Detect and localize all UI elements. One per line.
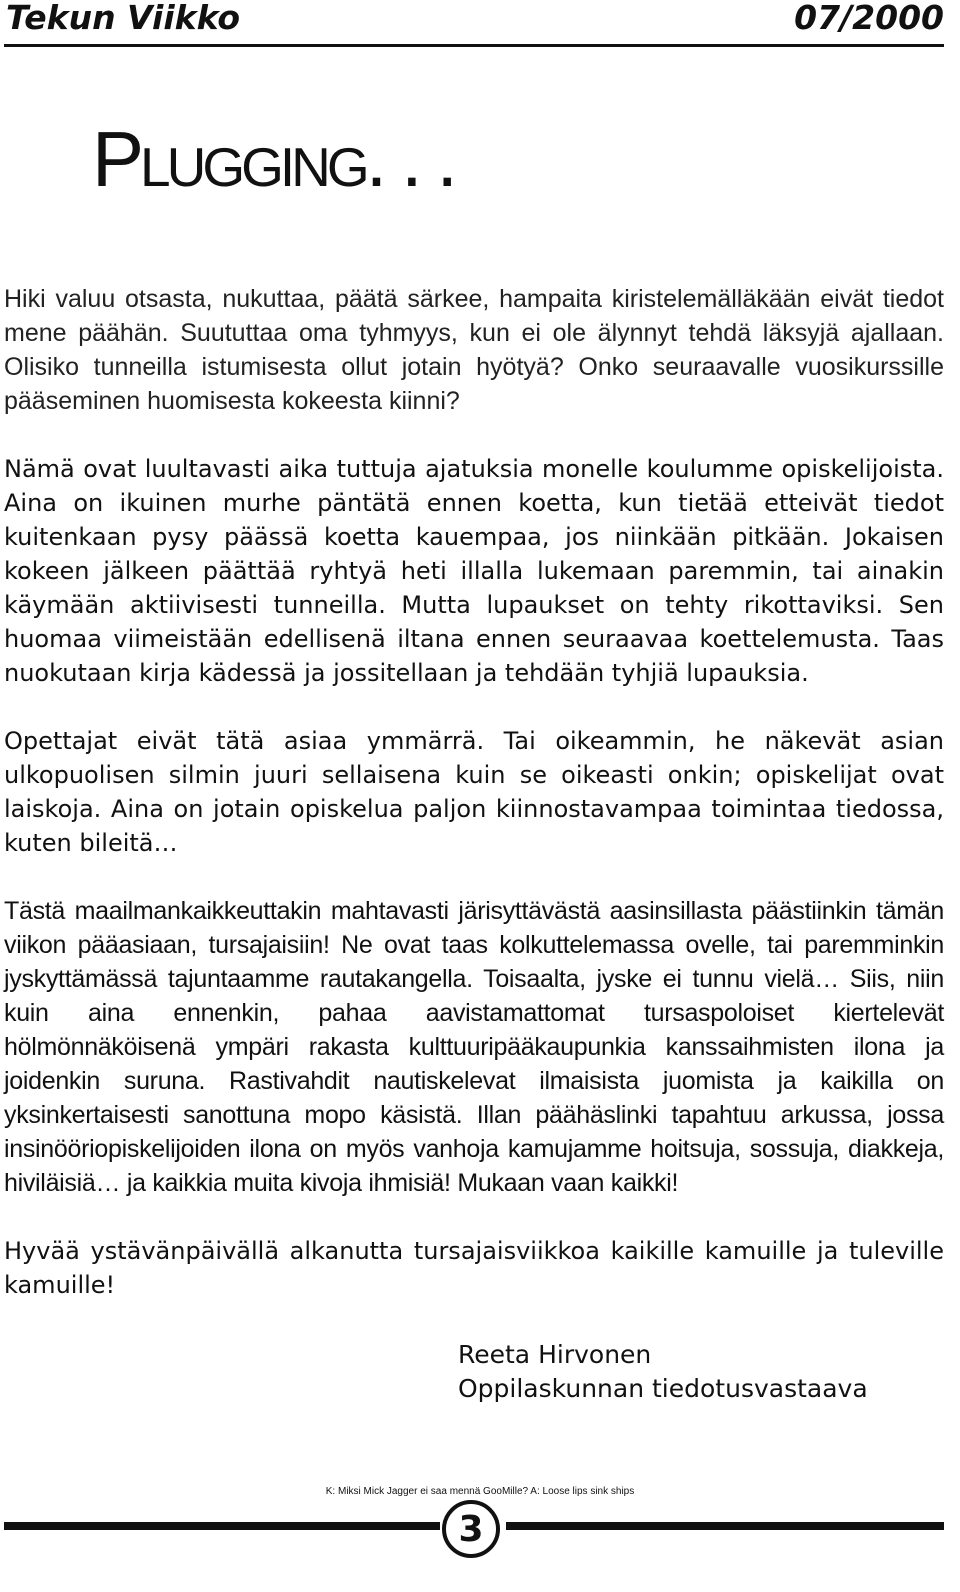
publication-name: Tekun Viikko	[6, 0, 241, 37]
author-role: Oppilaskunnan tiedotusvastaava	[458, 1374, 868, 1403]
page-number-badge	[442, 1500, 500, 1558]
page-number: 3	[458, 1508, 484, 1550]
paragraph-4: Tästä maailmankaikkeuttakin mahtavasti järisyttävästä aasinsillasta päästiinkin tämän viikon pääasiaan, tursajaisiin! Ne ovat taas kolkuttelemassa ovelle, tai paremminkin jyskyttämässä tajuntaamme rautakangella. Toisaalta, jyske ei tunnu vielä… Siis, niin kuin aina ennenkin, pahaa aavistamattomat tursaspoloiset kiertelevät hölmönnäköisenä ympäri rakasta kulttuuripääkaupunkia kanssaihmisten ilona ja joidenkin suruna. Rastivahdit nautiskelevat ilmaisista juomista ja kaikilla on yksinkertaisesti sanottuna mopo käsistä. Illan päähäslinki tapahtuu arkussa, jossa insinööriopiskelijoiden ilona on myös vanhoja kamujamme hoitsuja, sossuja, diakkeja, hiviläisiä… ja kaikkia muita kivoja ihmisiä! Mukaan vaan kaikki!	[4, 897, 944, 1197]
signature-block	[458, 1338, 868, 1406]
footer-note: K: Miksi Mick Jagger ei saa mennä GooMille? A: Loose lips sink ships	[325, 1486, 635, 1497]
issue-number: 07/2000	[794, 0, 944, 37]
footer-rule-right	[506, 1522, 944, 1530]
paragraph-1: Hiki valuu otsasta, nukuttaa, päätä särkee, hampaita kiristelemälläkään eivät tiedot mene päähän. Suututtaa oma tyhmyys, kun ei ole älynnyt tehdä läksyjä ajallaan. Olisiko tunneilla istumisesta ollut jotain hyötyä? Onko seuraavalle vuosikurssille pääseminen huomisesta kokeesta kiinni?	[4, 285, 944, 415]
article-body	[4, 282, 944, 1336]
author-name: Reeta Hirvonen	[458, 1340, 652, 1369]
paragraph-2: Nämä ovat luultavasti aika tuttuja ajatuksia monelle koulumme opiskelijoista. Aina on ikuinen murhe päntätä ennen koetta, kun tietää etteivät tiedot kuitenkaan pysy päässä koetta kauempaa, jos niinkään pitkään. Jokaisen kokeen jälkeen päättää ryhtyä heti illalla lukemaan paremmin, tai ainakin käymään aktiivisesti tunneilla. Mutta lupaukset on tehty rikottaviksi. Sen huomaa viimeistään edellisenä iltana ennen seuraavaa koettelemusta. Taas nuokutaan kirja kädessä ja jossitellaan ja tehdään tyhjiä lupauksia.	[4, 455, 944, 687]
paragraph-3: Opettajat eivät tätä asiaa ymmärrä. Tai oikeammin, he näkevät asian ulkopuolisen silmin juuri sellaisena kuin se oikeasti onkin; opiskelijat ovat laiskoja. Aina on jotain opiskelua paljon kiinnostavampaa toimintaa tiedossa, kuten bileitä…	[4, 727, 944, 857]
article-title: Plugging. . .	[92, 115, 455, 203]
footer-rule-left	[4, 1522, 440, 1530]
paragraph-5: Hyvää ystävänpäivällä alkanutta tursajaisviikkoa kaikille kamuille ja tuleville kamuille!	[4, 1237, 944, 1299]
page-header	[4, 0, 944, 47]
